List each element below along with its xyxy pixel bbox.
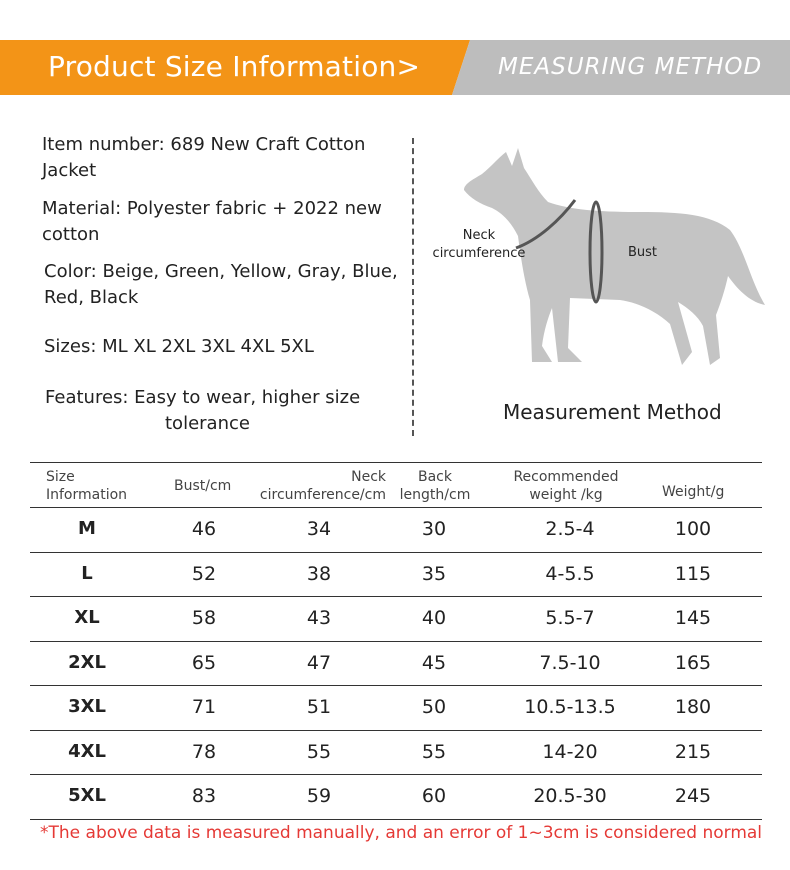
table-row-rule	[30, 730, 762, 731]
table-cell: 20.5-30	[533, 785, 607, 807]
table-cell: 59	[306, 785, 332, 807]
table-cell: 51	[306, 696, 332, 718]
table-cell: 40	[421, 607, 447, 629]
sizes-text: Sizes: ML XL 2XL 3XL 4XL 5XL	[44, 336, 314, 357]
item-number-text: Item number: 689 New Craft Cotton Jacket	[42, 134, 366, 181]
table-cell: 34	[306, 518, 332, 540]
header-title: Product Size Information>	[48, 50, 421, 83]
table-row-rule	[30, 819, 762, 820]
size-cell: 2XL	[68, 651, 106, 673]
table-row-rule	[30, 596, 762, 597]
table-cell: 4-5.5	[545, 562, 595, 585]
table-cell: 55	[306, 740, 332, 763]
table-cell: 55	[421, 740, 447, 763]
table-cell: 35	[421, 562, 447, 585]
header-weight: Weight/g	[662, 484, 725, 500]
table-cell: 45	[421, 651, 447, 674]
neck-circumference-label: Neck circumference	[432, 228, 526, 261]
table-cell: 38	[306, 562, 332, 585]
table-cell: 78	[191, 740, 217, 763]
size-cell: L	[81, 562, 93, 584]
header-bust: Bust/cm	[174, 478, 232, 494]
table-cell: 65	[191, 651, 217, 674]
table-top-rule	[30, 462, 762, 463]
table-cell: 60	[421, 785, 447, 807]
size-cell: M	[78, 518, 96, 539]
table-cell: 7.5-10	[539, 651, 601, 674]
size-cell: XL	[74, 607, 100, 628]
table-cell: 50	[421, 696, 447, 718]
table-row-rule	[30, 685, 762, 686]
table-cell: 215	[674, 740, 712, 763]
header-recommended: Recommended weight /kg	[513, 469, 619, 503]
header-back: Back length/cm	[399, 469, 471, 503]
table-cell: 47	[306, 651, 332, 674]
features-line2: tolerance	[165, 413, 250, 434]
header-method-label: MEASURING METHOD	[498, 54, 763, 80]
table-row-rule	[30, 774, 762, 775]
measurement-method-title: Measurement Method	[503, 400, 722, 424]
table-cell: 2.5-4	[545, 518, 595, 540]
table-row-rule	[30, 641, 762, 642]
bust-label: Bust	[628, 245, 658, 260]
material-text: Material: Polyester fabric + 2022 new cotton	[42, 198, 382, 245]
size-cell: 4XL	[68, 740, 106, 762]
features-text	[45, 385, 405, 437]
features-line1: Features: Easy to wear, higher size	[45, 387, 361, 408]
table-cell: 100	[674, 518, 712, 540]
table-cell: 30	[421, 518, 447, 540]
table-cell: 245	[674, 785, 712, 807]
dashed-divider	[412, 138, 414, 436]
table-cell: 180	[674, 696, 712, 718]
size-cell: 3XL	[68, 696, 106, 717]
table-cell: 145	[674, 607, 712, 629]
table-cell: 115	[674, 562, 712, 585]
color-text: Color: Beige, Green, Yellow, Gray, Blue, Red, Black	[44, 261, 398, 308]
table-cell: 165	[674, 651, 712, 674]
table-cell: 10.5-13.5	[524, 696, 616, 718]
table-cell: 52	[191, 562, 217, 585]
header-neck: Neck circumference/cm	[259, 469, 386, 503]
disclaimer-note: *The above data is measured manually, and an error of 1~3cm is considered normal	[40, 823, 763, 843]
size-cell: 5XL	[68, 785, 106, 806]
table-cell: 71	[191, 696, 217, 718]
table-cell: 46	[191, 518, 217, 540]
table-cell: 58	[191, 607, 217, 629]
table-cell: 5.5-7	[545, 607, 595, 629]
table-cell: 43	[306, 607, 332, 629]
table-row-rule	[30, 552, 762, 553]
table-cell: 14-20	[542, 740, 598, 763]
header-size: Size Information	[46, 469, 128, 503]
table-header-rule	[30, 507, 762, 508]
header-banner	[0, 40, 790, 95]
table-cell: 83	[191, 785, 217, 807]
